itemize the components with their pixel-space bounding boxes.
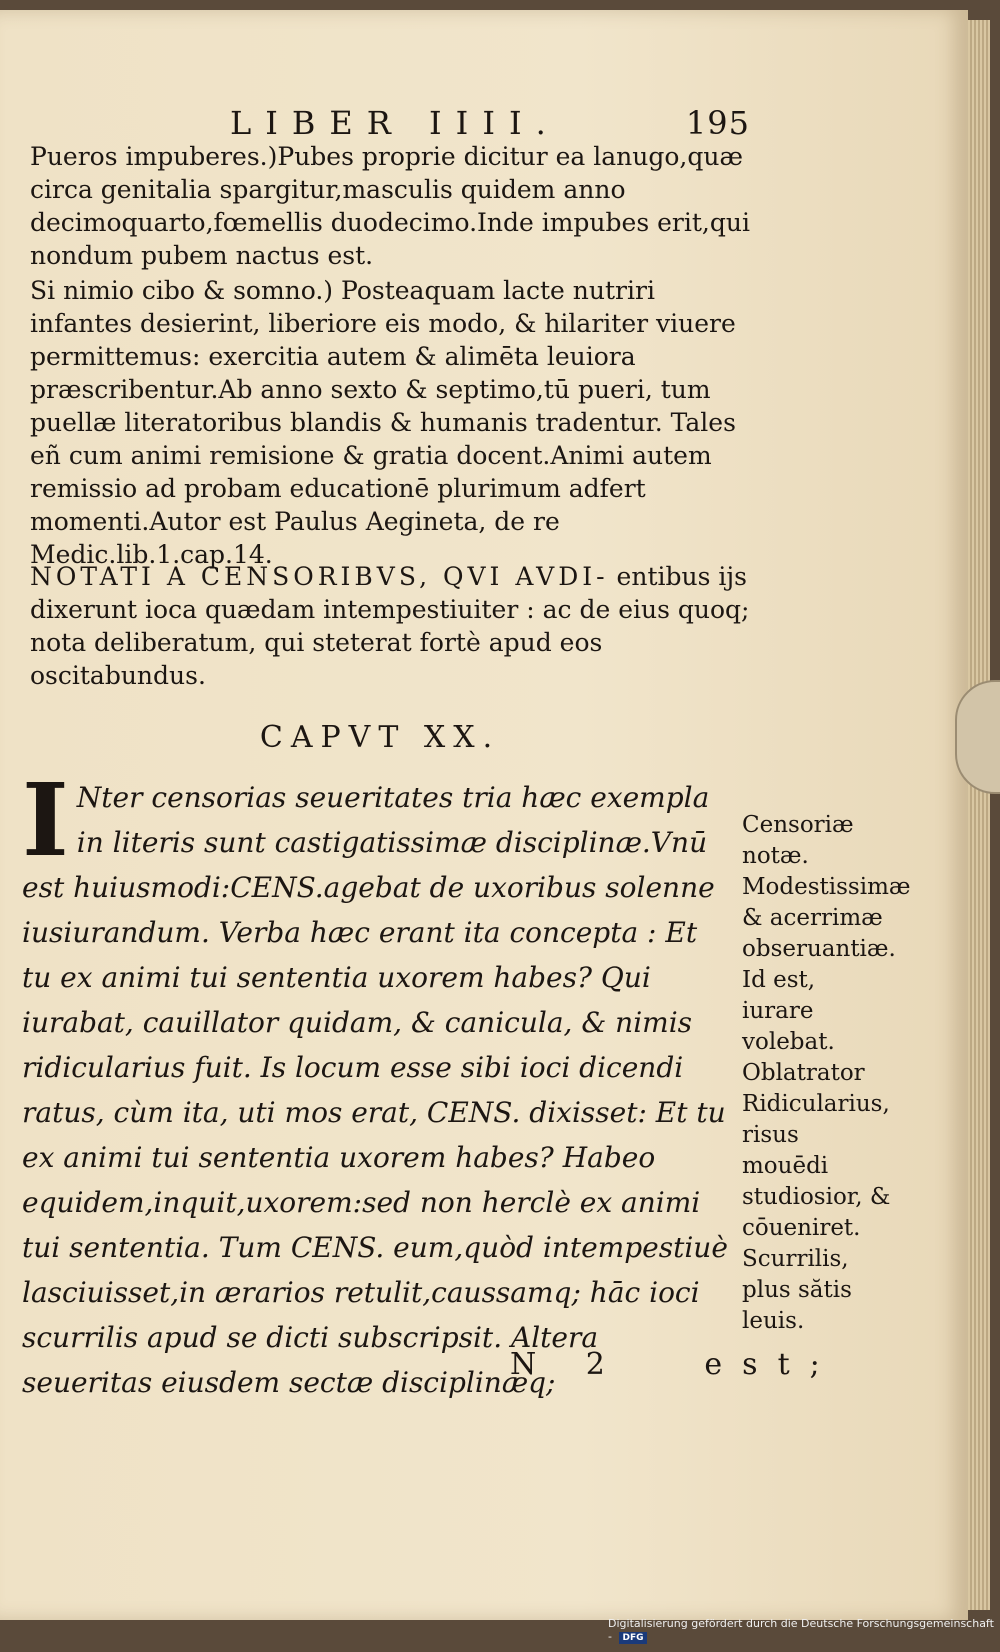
margin-note: Id est, iurare volebat. (742, 967, 835, 1055)
marginal-notes (742, 810, 911, 1337)
summary-text: entibus ijs dixerunt ioca quædam intempestiuiter : ac de eius quoq; nota deliberatum, qui steterat fortè apud eos oscitabundus. (30, 562, 750, 690)
digitization-credit (608, 1617, 1000, 1644)
drop-initial: I (22, 761, 69, 879)
chapter-summary (30, 560, 750, 692)
margin-note: Censoriæ notæ. (742, 812, 854, 869)
running-head-title: LIBER IIII. (230, 104, 560, 142)
signature-mark: N 2 (510, 1347, 625, 1382)
chapter-title: CAPVT XX. (259, 720, 501, 755)
catchline (510, 1347, 840, 1382)
dfg-logo-icon: DFG (619, 1632, 646, 1644)
note-paragraph: Si nimio cibo & somno.) Posteaquam lacte nutriri infantes desierint, liberiore eis modo, & hilariter viuere permittemus: exercitia autem & alimēta leuiora præscribentur.Ab anno sexto & septimo,tū pueri, tum puellæ literatoribus blandis & humanis tradentur. Tales eñ cum animi remisione & gratia docent.Animi autem remissio ad probam educationē plurimum adfert momenti.Autor est Paulus Aegineta, de re Medic.lib.1.cap.14. (30, 276, 736, 569)
main-text-body: Nter censorias seueritates tria hæc exempla in literis sunt castigatissimæ disciplinæ.Vnū est huiusmodi:CENS.agebat de uxoribus solenne iusiurandum. Verba hæc erant ita concepta : Et tu ex animi tui sententia uxorem habes? Qui iurabat, cauillator quidam, & canicula, & nimis ridicularius fuit. Is locum esse sibi ioci dicendi ratus, cùm ita, uti mos erat, CENS. dixisset: Et tu ex animi tui sententia uxorem habes? Habeo equidem,inquit,uxorem:sed non herclè ex animi tui sententia. Tum CENS. eum,quòd intempestiuè lasciuisset,in ærarios retulit,caussamq; hāc ioci scurrilis apud se dicti subscripsit. Altera seueritas eiusdem sectæ disciplinæq; (22, 781, 728, 1399)
margin-note: Ridicularius, risus mouēdi studiosior, & cōueniret. (742, 1091, 891, 1241)
note-paragraph: Pueros impuberes.)Pubes proprie dicitur ea lanugo,quæ circa genitalia spargitur,masculis quidem anno decimoquarto,fœmellis duodecimo.Inde impubes erit,qui nondum pubem nactus est. (30, 142, 750, 270)
running-head (230, 104, 750, 142)
page-edge (968, 20, 990, 1610)
catchword: est; (704, 1347, 840, 1382)
page-number: 195 (685, 104, 750, 142)
book-clasp (955, 680, 1000, 794)
margin-note: Modestissimæ & acerrimæ obseruantiæ. (742, 874, 911, 962)
summary-caps: NOTATI A CENSORIBVS, QVI AVDI- (30, 562, 609, 591)
credit-text: Digitalisierung gefördert durch die Deutsche Forschungsgemeinschaft - (608, 1617, 994, 1643)
main-text (22, 761, 732, 1405)
margin-note: Oblatrator (742, 1060, 865, 1086)
commentary-notes (30, 140, 750, 571)
margin-note: Scurrilis, plus sătis leuis. (742, 1246, 852, 1334)
